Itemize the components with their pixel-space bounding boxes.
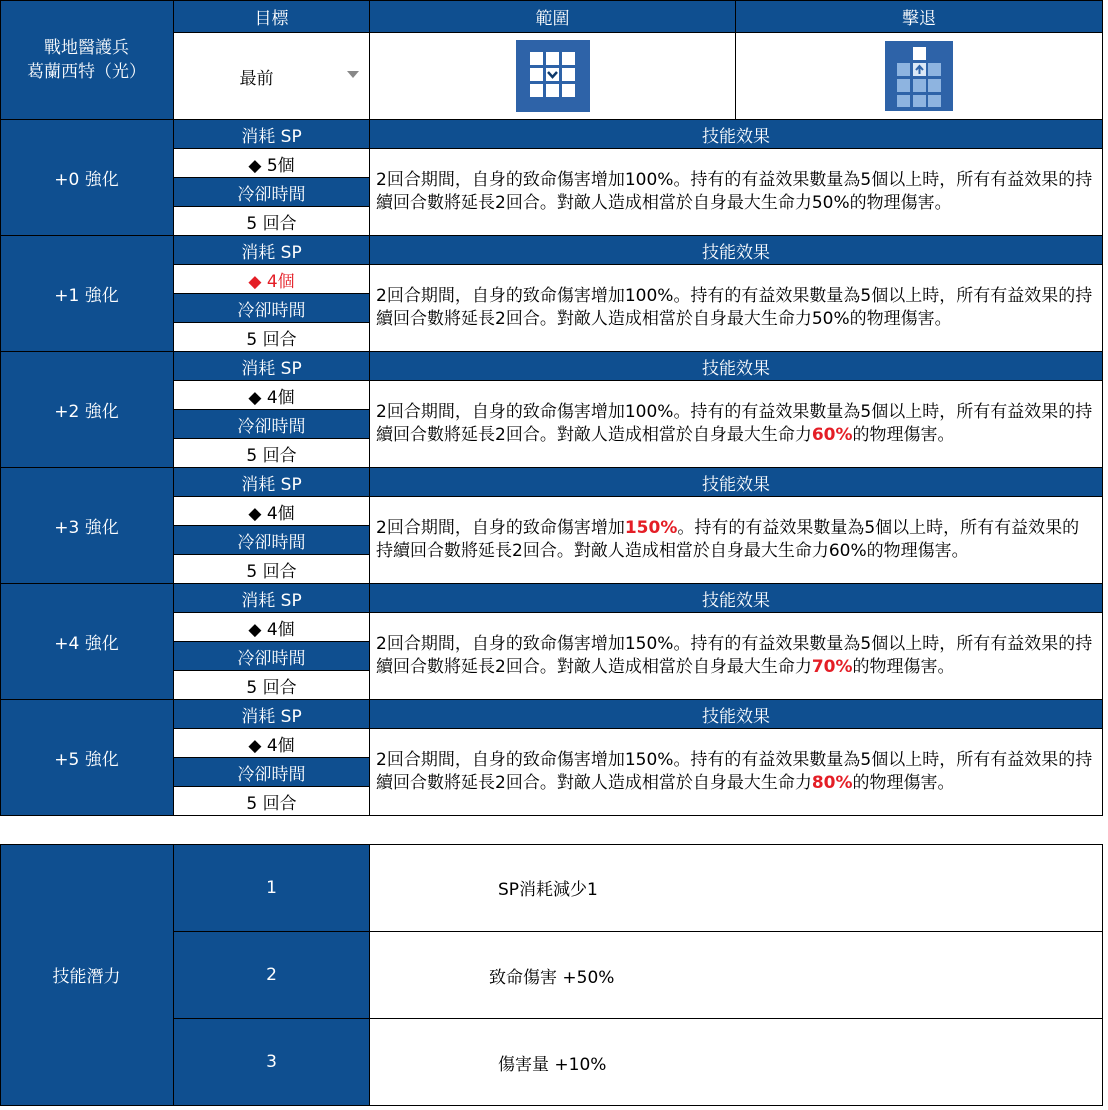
- level-name-1: +1 強化: [0, 236, 174, 352]
- sp-value-5: ◆ 4個: [174, 729, 370, 758]
- effect-paragraph: 2回合期間，自身的致命傷害增加100%。持有的有益效果數量為5個以上時，所有有益效果的持續回合數將延長2回合。對敵人造成相當於自身最大生命力60%的物理傷害。: [376, 402, 1093, 445]
- level-name-4: +4 強化: [0, 584, 174, 700]
- cooldown-value-4: 5 回合: [174, 671, 370, 700]
- potential-title: 技能潛力: [0, 844, 174, 1106]
- potential-desc-3: 傷害量 +10%: [370, 1019, 1103, 1106]
- character-name-cell: [0, 0, 174, 120]
- character-class: 戰地醫護兵: [44, 37, 129, 58]
- col-header-knockback: 擊退: [736, 0, 1103, 33]
- effect-paragraph: 2回合期間，自身的致命傷害增加100%。持有的有益效果數量為5個以上時，所有有益效果的持續回合數將延長2回合。對敵人造成相當於自身最大生命力50%的物理傷害。: [376, 170, 1093, 213]
- sp-label-1: 消耗 SP: [174, 236, 370, 265]
- character-name: 葛蘭西特（光）: [27, 61, 146, 82]
- potential-desc-2: 致命傷害 +50%: [370, 932, 1103, 1019]
- potential-num-3: 3: [174, 1019, 370, 1106]
- effect-label-2: 技能效果: [370, 352, 1103, 381]
- effect-text-3: [370, 497, 1103, 584]
- sp-value-0: ◆ 5個: [174, 149, 370, 178]
- effect-label-0: 技能效果: [370, 120, 1103, 149]
- level-name-5: +5 強化: [0, 700, 174, 816]
- range-cell: [370, 33, 736, 120]
- sp-label-5: 消耗 SP: [174, 700, 370, 729]
- effect-text-2: [370, 381, 1103, 468]
- cooldown-label-1: 冷卻時間: [174, 294, 370, 323]
- cooldown-value-0: 5 回合: [174, 207, 370, 236]
- target-value: 最前: [239, 68, 274, 89]
- level-name-3: +3 強化: [0, 468, 174, 584]
- effect-paragraph: 2回合期間，自身的致命傷害增加150%。持有的有益效果數量為5個以上時，所有有益效果的持續回合數將延長2回合。對敵人造成相當於自身最大生命力70%的物理傷害。: [376, 634, 1093, 677]
- level-name-0: +0 強化: [0, 120, 174, 236]
- effect-text-4: [370, 613, 1103, 700]
- effect-label-1: 技能效果: [370, 236, 1103, 265]
- target-select[interactable]: [174, 33, 370, 120]
- sp-value-2: ◆ 4個: [174, 381, 370, 410]
- cooldown-label-0: 冷卻時間: [174, 178, 370, 207]
- effect-text-5: [370, 729, 1103, 816]
- effect-label-5: 技能效果: [370, 700, 1103, 729]
- sp-label-3: 消耗 SP: [174, 468, 370, 497]
- cooldown-value-3: 5 回合: [174, 555, 370, 584]
- cooldown-label-5: 冷卻時間: [174, 758, 370, 787]
- sp-label-0: 消耗 SP: [174, 120, 370, 149]
- effect-text-1: [370, 265, 1103, 352]
- sp-value-3: ◆ 4個: [174, 497, 370, 526]
- level-name-2: +2 強化: [0, 352, 174, 468]
- cooldown-label-3: 冷卻時間: [174, 526, 370, 555]
- knockback-cell: [736, 33, 1103, 120]
- chevron-down-icon: [347, 71, 359, 78]
- effect-label-4: 技能效果: [370, 584, 1103, 613]
- cooldown-value-2: 5 回合: [174, 439, 370, 468]
- cooldown-value-1: 5 回合: [174, 323, 370, 352]
- range-grid-icon: [516, 40, 590, 112]
- cooldown-value-5: 5 回合: [174, 787, 370, 816]
- effect-paragraph: 2回合期間，自身的致命傷害增加150%。持有的有益效果數量為5個以上時，所有有益效果的持續回合數將延長2回合。對敵人造成相當於自身最大生命力80%的物理傷害。: [376, 750, 1093, 793]
- potential-num-2: 2: [174, 932, 370, 1019]
- potential-num-1: 1: [174, 844, 370, 932]
- knockback-grid-icon: [885, 41, 953, 111]
- sp-label-4: 消耗 SP: [174, 584, 370, 613]
- sp-value-4: ◆ 4個: [174, 613, 370, 642]
- effect-text-0: [370, 149, 1103, 236]
- col-header-range: 範圍: [370, 0, 736, 33]
- sp-value-1: ◆ 4個: [174, 265, 370, 294]
- effect-paragraph: 2回合期間，自身的致命傷害增加150%。持有的有益效果數量為5個以上時，所有有益效果的持續回合數將延長2回合。對敵人造成相當於自身最大生命力60%的物理傷害。: [376, 518, 1080, 561]
- sp-label-2: 消耗 SP: [174, 352, 370, 381]
- effect-paragraph: 2回合期間，自身的致命傷害增加100%。持有的有益效果數量為5個以上時，所有有益效果的持續回合數將延長2回合。對敵人造成相當於自身最大生命力50%的物理傷害。: [376, 286, 1093, 329]
- col-header-target: 目標: [174, 0, 370, 33]
- potential-desc-1: SP消耗減少1: [370, 844, 1103, 932]
- effect-label-3: 技能效果: [370, 468, 1103, 497]
- cooldown-label-2: 冷卻時間: [174, 410, 370, 439]
- cooldown-label-4: 冷卻時間: [174, 642, 370, 671]
